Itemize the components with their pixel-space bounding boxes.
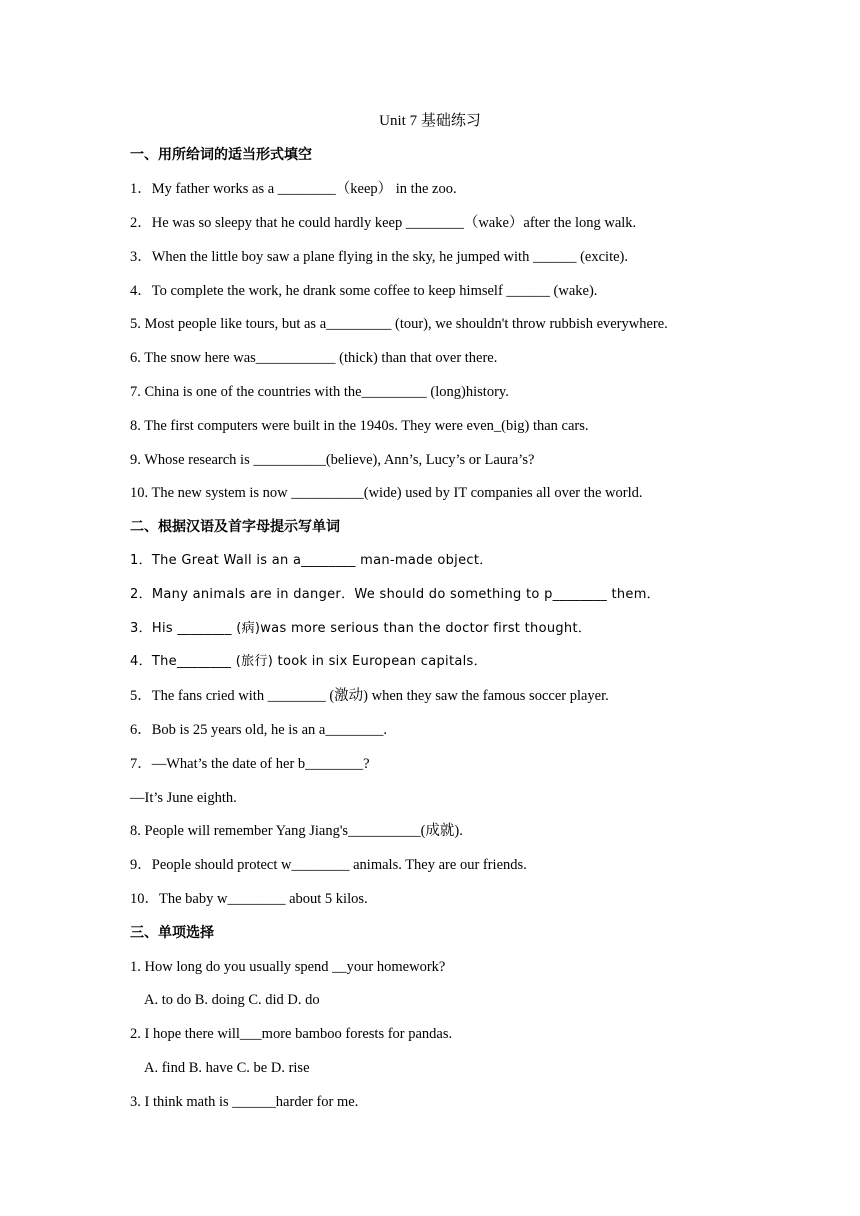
question-item: 3. I think math is ______harder for me.: [130, 1094, 359, 1110]
answer-options: A. to do B. doing C. did D. do: [144, 992, 320, 1008]
answer-line: —It’s June eighth.: [130, 790, 237, 806]
question-item: 6. The snow here was___________ (thick) than that over there.: [130, 350, 498, 366]
question-item: 7. China is one of the countries with the_________ (long)history.: [130, 384, 509, 400]
question-item: 2．He was so sleepy that he could hardly keep ________（wake）after the long walk.: [130, 215, 637, 231]
question-item: 8. The first computers were built in the 1940s. They were even_(big) than cars.: [130, 418, 589, 434]
section-1-heading: 一、用所给词的适当形式填空: [130, 147, 312, 163]
document-title: Unit 7 基础练习: [379, 113, 481, 129]
question-item: 6．Bob is 25 years old, he is an a________.: [130, 722, 387, 738]
answer-options: A. find B. have C. be D. rise: [144, 1060, 310, 1076]
question-item: 9. Whose research is __________(believe), Ann’s, Lucy’s or Laura’s?: [130, 452, 535, 468]
question-item: 7．—What’s the date of her b________?: [130, 756, 370, 772]
question-item: 8. People will remember Yang Jiang's__________(成就).: [130, 823, 463, 839]
question-item: 2. I hope there will___more bamboo forests for pandas.: [130, 1026, 453, 1042]
question-item: 10. The new system is now __________(wide) used by IT companies all over the world.: [130, 485, 643, 501]
question-item: 1．My father works as a ________（keep） in the zoo.: [130, 181, 457, 197]
question-item: 1．The Great Wall is an a________ man-made object．: [130, 553, 493, 568]
question-item: 5．The fans cried with ________ (激动) when they saw the famous soccer player.: [130, 688, 609, 704]
section-2-heading: 二、根据汉语及首字母提示写单词: [130, 519, 340, 535]
question-item: 4．The________ (旅行) took in six European capitals．: [130, 654, 487, 669]
question-item: 3．When the little boy saw a plane flying in the sky, he jumped with ______ (excite).: [130, 249, 628, 265]
question-item: 3．His ________ (病)was more serious than the doctor first thought．: [130, 621, 592, 636]
section-3-heading: 三、单项选择: [130, 925, 214, 941]
question-item: 4．To complete the work, he drank some coffee to keep himself ______ (wake).: [130, 283, 598, 299]
question-item: 5. Most people like tours, but as a_________ (tour), we shouldn't throw rubbish everywhere.: [130, 316, 668, 332]
question-item: 1. How long do you usually spend __your homework?: [130, 959, 446, 975]
question-item: 10．The baby w________ about 5 kilos.: [130, 891, 368, 907]
question-item: 2．Many animals are in danger．We should do something to p________ them．: [130, 587, 660, 602]
question-item: 9．People should protect w________ animals. They are our friends.: [130, 857, 527, 873]
